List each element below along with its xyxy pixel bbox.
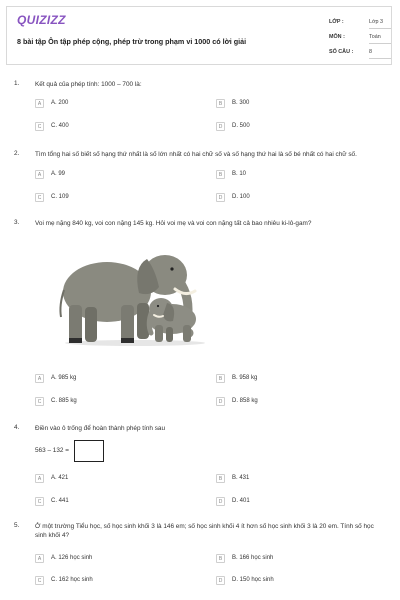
option-label: A. 421	[51, 475, 69, 481]
option-letter-box: B	[216, 374, 225, 383]
question-text: Kết quả của phép tính: 1000 – 700 là:	[35, 81, 142, 88]
option-label: A. 985 kg	[51, 375, 77, 381]
option-letter-box: A	[35, 374, 44, 383]
option-letter-box: A	[35, 170, 44, 179]
option-label: A. 99	[51, 171, 66, 177]
question-text: Voi mẹ nặng 840 kg, voi con nặng 145 kg. Hỏi voi mẹ và voi con nặng tất cả bao nhiêu ki-lô-gam?	[35, 220, 312, 227]
question-text: Tìm tổng hai số biết số hạng thứ nhất là số lớn nhất có hai chữ số và số hạng thứ hai là số bé nhất có hai chữ số.	[35, 151, 357, 158]
option-letter-box: D	[216, 122, 225, 131]
option-label: A. 126 học sinh	[51, 555, 93, 561]
option-letter-box: B	[216, 474, 225, 483]
option-label: D. 150 học sinh	[232, 577, 274, 583]
option-label: D. 401	[232, 498, 250, 504]
meta-key: LỚP :	[329, 19, 344, 25]
option-letter-box: C	[35, 576, 44, 585]
option-label: D. 500	[232, 123, 250, 129]
question-number: 3.	[14, 219, 20, 226]
option-label: B. 300	[232, 100, 250, 106]
option-letter-box: D	[216, 193, 225, 202]
option-label: D. 858 kg	[232, 398, 258, 404]
question-number: 5.	[14, 522, 20, 529]
meta-row-grade	[329, 16, 387, 31]
option-letter-box: A	[35, 554, 44, 563]
option-label: A. 200	[51, 100, 69, 106]
meta-value: Lớp 3	[369, 16, 391, 29]
worksheet-title: 8 bài tập Ôn tập phép cộng, phép trừ trong phạm vi 1000 có lời giải	[17, 37, 247, 46]
elephant-mother-and-calf-illustration	[55, 245, 215, 350]
option-letter-box: D	[216, 397, 225, 406]
option-letter-box: D	[216, 576, 225, 585]
worksheet-meta	[329, 16, 387, 61]
option-label: C. 441	[51, 498, 69, 504]
option-letter-box: C	[35, 193, 44, 202]
quizizz-logo: QUIZIZZ	[17, 13, 66, 27]
meta-key: MÔN :	[329, 34, 345, 40]
option-letter-box: C	[35, 122, 44, 131]
option-letter-box: B	[216, 170, 225, 179]
option-letter-box: C	[35, 497, 44, 506]
question-text: Ở một trường Tiểu học, số học sinh khối 3 là 146 em; số học sinh khối 4 ít hơn số học sinh khối 3 là 20 em. Tính số học sinh khối 4?	[35, 523, 374, 539]
option-label: D. 100	[232, 194, 250, 200]
option-letter-box: B	[216, 99, 225, 108]
option-label: B. 431	[232, 475, 250, 481]
option-letter-box: A	[35, 474, 44, 483]
meta-row-question-count	[329, 46, 387, 61]
meta-value: Toán	[369, 31, 391, 44]
question-number: 1.	[14, 80, 20, 87]
option-letter-box: A	[35, 99, 44, 108]
meta-row-subject	[329, 31, 387, 46]
option-letter-box: B	[216, 554, 225, 563]
option-letter-box: C	[35, 397, 44, 406]
worksheet-header	[6, 6, 392, 65]
option-label: C. 885 kg	[51, 398, 77, 404]
option-label: B. 10	[232, 171, 247, 177]
meta-key: SỐ CÂU :	[329, 49, 354, 55]
answer-blank-box[interactable]	[74, 440, 104, 462]
question-number: 4.	[14, 424, 20, 431]
meta-value: 8	[369, 46, 391, 59]
option-label: B. 958 kg	[232, 375, 258, 381]
option-letter-box: D	[216, 497, 225, 506]
option-label: C. 109	[51, 194, 69, 200]
question-text: Điền vào ô trống để hoàn thành phép tính sau	[35, 425, 166, 432]
option-label: C. 400	[51, 123, 69, 129]
math-expression: 563 – 132 =	[35, 447, 69, 454]
question-number: 2.	[14, 150, 20, 157]
option-label: B. 166 học sinh	[232, 555, 274, 561]
option-label: C. 162 học sinh	[51, 577, 93, 583]
